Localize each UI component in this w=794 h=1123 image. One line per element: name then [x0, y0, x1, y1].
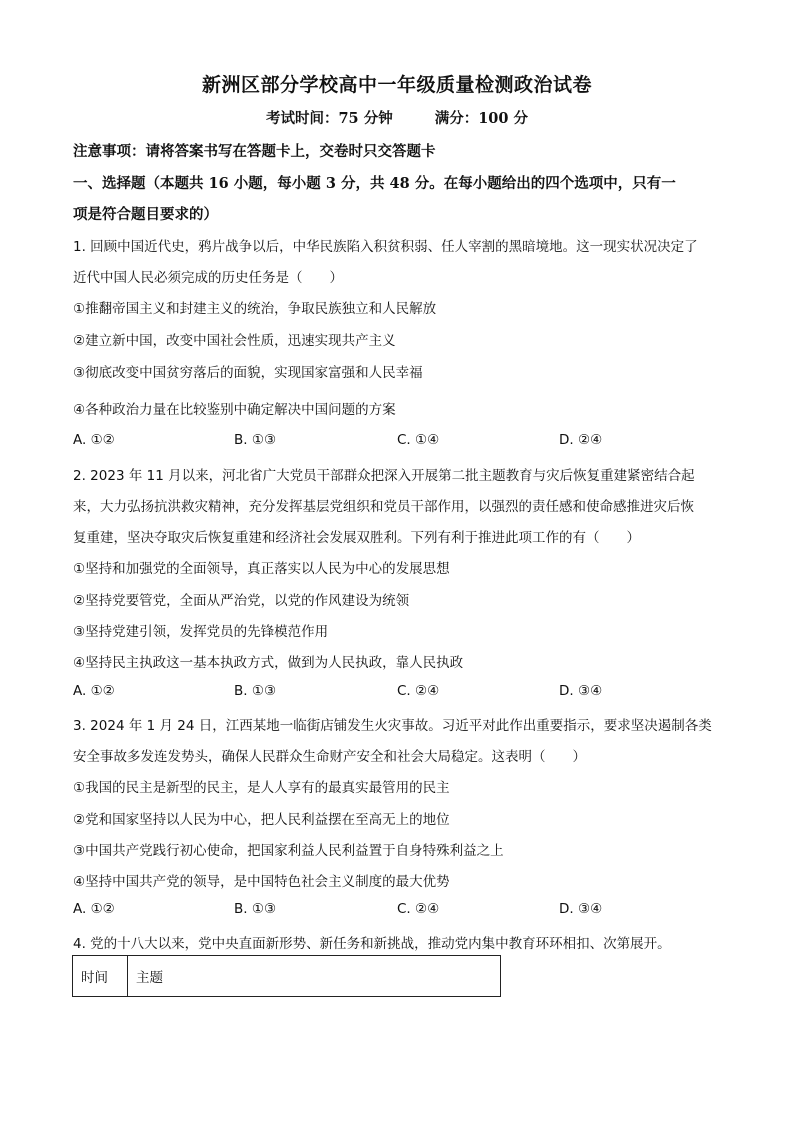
table-header-row — [73, 956, 501, 997]
q1-statement-1: ①推翻帝国主义和封建主义的统治，争取民族独立和人民解放 — [73, 301, 437, 317]
q2-statement-1: ①坚持和加强党的全面领导，真正落实以人民为中心的发展思想 — [73, 561, 450, 577]
q1-option-a[interactable]: A. ①② — [73, 432, 115, 448]
q3-statement-2: ②党和国家坚持以人民为中心，把人民利益摆在至高无上的地位 — [73, 812, 450, 828]
q3-option-a[interactable]: A. ①② — [73, 901, 115, 917]
q3-option-c[interactable]: C. ②④ — [397, 901, 440, 917]
table-header-theme: 主题 — [128, 956, 501, 997]
exam-score: 满分：100 分 — [434, 110, 529, 127]
q2-option-a[interactable]: A. ①② — [73, 683, 115, 699]
q1-stem-line1: 1. 回顾中国近代史，鸦片战争以后，中华民族陷入积贫积弱、任人宰割的黑暗境地。这一现实状况决定了 — [73, 239, 698, 255]
q1-option-b[interactable]: B. ①③ — [234, 432, 277, 448]
q4-table — [72, 955, 501, 997]
section-heading-line2: 项是符合题目要求的） — [73, 206, 218, 223]
exam-info — [0, 107, 794, 128]
q2-option-b[interactable]: B. ①③ — [234, 683, 277, 699]
q3-statement-4: ④坚持中国共产党的领导，是中国特色社会主义制度的最大优势 — [73, 874, 450, 890]
q1-statement-2: ②建立新中国，改变中国社会性质，迅速实现共产主义 — [73, 333, 396, 349]
q2-option-c[interactable]: C. ②④ — [397, 683, 440, 699]
section-heading-line1: 一、选择题（本题共 16 小题，每小题 3 分，共 48 分。在每小题给出的四个选项中，只有一 — [73, 175, 676, 192]
q2-option-d[interactable]: D. ③④ — [559, 683, 603, 699]
q1-option-d[interactable]: D. ②④ — [559, 432, 603, 448]
q3-option-d[interactable]: D. ③④ — [559, 901, 603, 917]
q3-stem-line1: 3. 2024 年 1 月 24 日，江西某地一临街店铺发生火灾事故。习近平对此作出重要指示，要求坚决遏制各类 — [73, 718, 712, 734]
exam-title: 新洲区部分学校高中一年级质量检测政治试卷 — [201, 74, 592, 96]
q1-statement-4: ④各种政治力量在比较鉴别中确定解决中国问题的方案 — [73, 402, 396, 418]
q2-statement-3: ③坚持党建引领，发挥党员的先锋模范作用 — [73, 624, 329, 640]
q2-stem-line3: 复重建，坚决夺取灾后恢复重建和经济社会发展双胜利。下列有利于推进此项工作的有（ ） — [73, 530, 640, 546]
q3-statement-3: ③中国共产党践行初心使命，把国家利益人民利益置于自身特殊利益之上 — [73, 843, 504, 859]
q4-stem: 4. 党的十八大以来，党中央直面新形势、新任务和新挑战，推动党内集中教育环环相扣、次第展开。 — [73, 936, 671, 952]
q3-option-b[interactable]: B. ①③ — [234, 901, 277, 917]
table-header-time: 时间 — [73, 956, 128, 997]
q3-stem-line2: 安全事故多发连发势头，确保人民群众生命财产安全和社会大局稳定。这表明（ ） — [73, 749, 586, 765]
notice: 注意事项：请将答案书写在答题卡上，交卷时只交答题卡 — [73, 143, 436, 160]
q1-option-c[interactable]: C. ①④ — [397, 432, 440, 448]
exam-time: 考试时间：75 分钟 — [265, 110, 393, 127]
q3-statement-1: ①我国的民主是新型的民主，是人人享有的最真实最管用的民主 — [73, 780, 450, 796]
q2-stem-line1: 2. 2023 年 11 月以来，河北省广大党员干部群众把深入开展第二批主题教育与灾后恢复重建紧密结合起 — [73, 468, 695, 484]
q2-stem-line2: 来，大力弘扬抗洪救灾精神，充分发挥基层党组织和党员干部作用，以强烈的责任感和使命感推进灾后恢 — [73, 499, 694, 515]
q2-statement-4: ④坚持民主执政这一基本执政方式，做到为人民执政，靠人民执政 — [73, 655, 464, 671]
q1-stem-line2: 近代中国人民必须完成的历史任务是（ ） — [73, 270, 343, 286]
q1-statement-3: ③彻底改变中国贫穷落后的面貌，实现国家富强和人民幸福 — [73, 365, 423, 381]
q2-statement-2: ②坚持党要管党，全面从严治党，以党的作风建设为统领 — [73, 593, 410, 609]
